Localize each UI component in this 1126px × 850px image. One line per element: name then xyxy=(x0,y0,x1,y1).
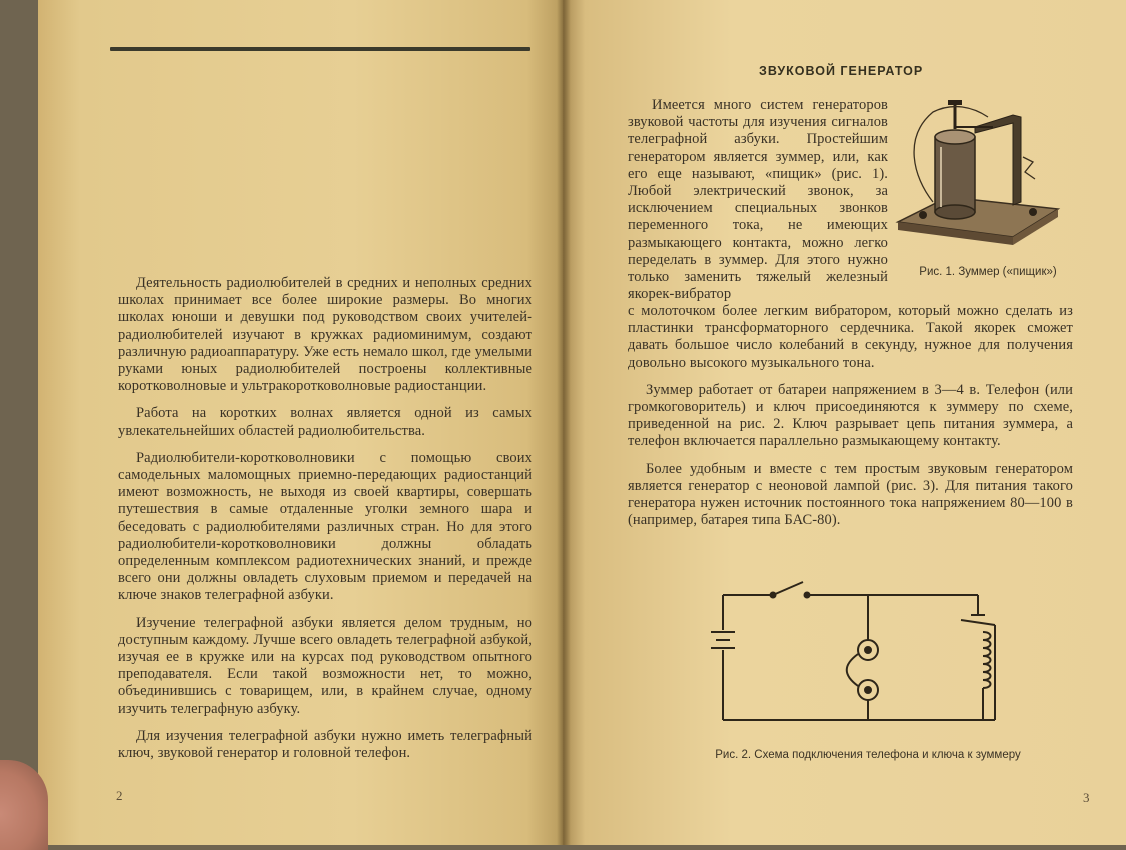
intro-text xyxy=(628,97,888,303)
paragraph: Более удобным и вместе с тем простым звуковым генератором является генератор с неоновой лампой (рис. 3). Для питания такого генератора нужен источник постоянного тока напряжением 80—100 в (например, батарея типа БАС-80). xyxy=(628,460,1073,529)
top-rule xyxy=(110,47,530,51)
paragraph: Радиолюбители-коротковолновики с помощью своих самодельных маломощных приемно-передающих радиостанций имеют возможность, не выходя из своей квартиры, совершать путешествия в самые отдаленные уголки земного шара и беседовать с радиолюбителями различных стран. Но для этого радиолюбители-коротковолновики должны обладать определенным комплексом радиотехнических знаний, и прежде всего они должны овладеть слуховым приемом и передачей на ключе знаков телеграфной азбуки. xyxy=(118,449,532,604)
paragraph: Изучение телеграфной азбуки является делом трудным, но доступным каждому. Лучше всего овладеть телеграфной азбукой, изучая ее в кружке или на курсах под руководством опытного преподавателя. Если такой возможности нет, то можно, объединившись с товарищем, или, в крайнем случае, одному изучить телеграфную азбуку. xyxy=(118,614,532,717)
right-page-body xyxy=(628,303,1073,539)
left-page-body xyxy=(118,275,532,772)
right-page xyxy=(563,0,1126,845)
paragraph: Для изучения телеграфной азбуки нужно иметь телеграфный ключ, звуковой генератор и головной телефон. xyxy=(118,727,532,762)
paragraph: Имеется много систем генераторов звуковой частоты для изучения сигналов телеграфной азбуки. Простейшим генератором является зуммер, или, как его еще называют, «пищик» (рис. 1). Любой электрический звонок, за исключением специальных звонков переменного тока, не имеющих размыкающего контакта, можно легко переделать в зуммер. Для этого нужно только заменить тяжелый железный якорек-вибратор xyxy=(628,97,888,303)
paragraph: Деятельность радиолюбителей в средних и неполных средних школах принимает все более широкие размеры. Во многих школах юноши и девушки под руководством своих учителей-радиолюбителей изучают в кружках радиоминимум, создают различную радиоаппаратуру. Уже есть немало школ, где умелыми руками юных радиолюбителей построены коллективные коротковолновые и ультракоротковолновые радиостанции. xyxy=(118,275,532,395)
buzzer-illustration xyxy=(893,97,1063,247)
page-number-left: 2 xyxy=(116,788,123,803)
left-page xyxy=(38,0,563,845)
section-title: ЗВУКОВОЙ ГЕНЕРАТОР xyxy=(759,64,924,78)
paragraph: Зуммер работает от батареи напряжением в 3—4 в. Телефон (или громкоговоритель) и ключ присоединяются к зуммеру по схеме, приведенной на рис. 2. Ключ разрывает цепь питания зуммера, а телефон включается параллельно размыкающему контакту. xyxy=(628,381,1073,450)
figure-1-caption: Рис. 1. Зуммер («пищик») xyxy=(919,266,1057,278)
paragraph: Работа на коротких волнах является одной из самых увлекательнейших областей радиолюбительства. xyxy=(118,405,532,439)
figure-2-caption: Рис. 2. Схема подключения телефона и ключа к зуммеру xyxy=(715,749,1021,761)
page-number-right: 3 xyxy=(1083,790,1090,805)
book-spine xyxy=(557,0,571,845)
circuit-diagram xyxy=(703,570,1033,740)
paragraph: с молоточком более легким вибратором, который можно сделать из пластинки трансформаторного сердечника. Такой якорек сможет давать большое число колебаний в секунду, нужное для получения довольно высокого музыкального тона. xyxy=(628,303,1073,371)
